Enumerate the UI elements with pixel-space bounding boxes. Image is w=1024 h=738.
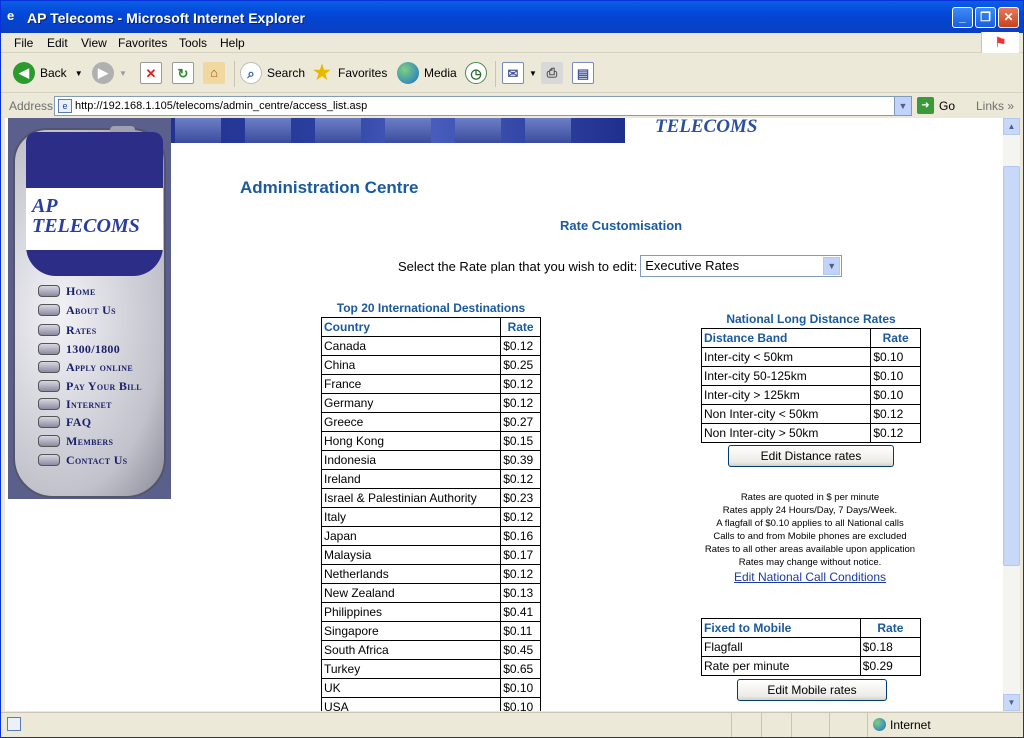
nav-button-icon	[38, 435, 60, 447]
rate-plan-value: Executive Rates	[645, 258, 740, 273]
forward-dropdown-icon: ▼	[119, 68, 127, 78]
nav-members[interactable]	[38, 433, 168, 449]
table-row	[322, 508, 541, 527]
toolbar-separator	[234, 61, 235, 87]
table-cell-rate: $0.10	[501, 679, 541, 698]
nav-label: Home	[66, 283, 96, 298]
table-cell-label: Turkey	[322, 660, 501, 679]
mail-dropdown-icon: ▼	[529, 68, 537, 78]
home-icon: ⌂	[203, 62, 225, 84]
national-header-rate: Rate	[871, 329, 921, 348]
nav-button-icon	[38, 416, 60, 428]
nav-button-icon	[38, 454, 60, 466]
home-button[interactable]	[203, 60, 230, 86]
address-url: http://192.168.1.105/telecoms/admin_centre/access_list.asp	[75, 100, 368, 112]
favorites-label: Favorites	[338, 66, 388, 80]
table-row	[322, 641, 541, 660]
maximize-button[interactable]: ❐	[975, 7, 996, 28]
nav-label: Pay Your Bill	[66, 378, 142, 393]
nav-about-us[interactable]	[38, 302, 168, 318]
nav-button-icon	[38, 304, 60, 316]
national-rates-table	[701, 328, 921, 443]
table-cell-rate: $0.10	[871, 367, 921, 386]
note-line: Calls to and from Mobile phones are excluded	[713, 531, 907, 542]
table-row	[702, 348, 921, 367]
nav-label: Contact Us	[66, 452, 128, 467]
stop-icon: ✕	[140, 62, 162, 84]
table-cell-label: Hong Kong	[322, 432, 501, 451]
status-divider	[791, 713, 792, 737]
table-row	[322, 584, 541, 603]
table-cell-label: China	[322, 356, 501, 375]
refresh-icon: ↻	[172, 62, 194, 84]
page-subtitle: Rate Customisation	[560, 218, 683, 233]
table-cell-label: Greece	[322, 413, 501, 432]
table-cell-label: Malaysia	[322, 546, 501, 565]
banner-logo: TELECOMS	[655, 118, 758, 137]
address-dropdown-icon[interactable]: ▼	[894, 97, 911, 115]
table-cell-rate: $0.11	[501, 622, 541, 641]
table-row	[702, 657, 921, 676]
nav-home[interactable]	[38, 283, 168, 299]
table-row	[322, 698, 541, 712]
print-button[interactable]	[541, 60, 568, 86]
forward-button[interactable]	[92, 60, 127, 86]
nav-1300-1800[interactable]	[38, 341, 168, 357]
table-cell-rate: $0.12	[501, 394, 541, 413]
links-toolbar[interactable]: Links »	[976, 99, 1015, 113]
note-line: Rates are quoted in $ per minute	[740, 492, 880, 503]
status-divider	[829, 713, 830, 737]
search-icon: ⌕	[240, 62, 262, 84]
nav-label: Members	[66, 433, 114, 448]
minimize-button[interactable]: _	[952, 7, 973, 28]
nav-contact-us[interactable]	[38, 452, 168, 468]
table-cell-label: Inter-city > 125km	[702, 386, 871, 405]
nav-apply-online[interactable]	[38, 359, 168, 375]
zone-label: Internet	[890, 718, 931, 732]
nav-pay-your-bill[interactable]	[38, 378, 168, 394]
intl-table-caption: Top 20 International Destinations	[336, 301, 526, 315]
internet-globe-icon	[873, 718, 886, 731]
nav-label: FAQ	[66, 414, 92, 429]
edit-page-icon: ▤	[572, 62, 594, 84]
history-icon: ◷	[465, 62, 487, 84]
rate-plan-label: Select the Rate plan that you wish to edit:	[398, 258, 638, 274]
rate-plan-row	[398, 255, 842, 277]
address-bar	[1, 94, 1023, 117]
table-cell-label: Indonesia	[322, 451, 501, 470]
security-zone	[867, 713, 1007, 737]
back-dropdown-icon[interactable]: ▼	[74, 68, 83, 78]
rate-notes	[685, 491, 935, 585]
go-button[interactable]	[917, 97, 955, 114]
table-cell-rate: $0.12	[871, 424, 921, 443]
nav-button-icon	[38, 343, 60, 355]
table-row	[702, 386, 921, 405]
table-cell-rate: $0.12	[501, 375, 541, 394]
banner-image	[115, 118, 625, 143]
table-row	[322, 337, 541, 356]
nav-internet[interactable]	[38, 396, 168, 412]
table-row	[322, 546, 541, 565]
table-cell-rate: $0.15	[501, 432, 541, 451]
scroll-up-icon[interactable]: ▲	[1003, 118, 1020, 135]
table-cell-label: Inter-city < 50km	[702, 348, 871, 367]
media-button[interactable]	[397, 60, 457, 86]
ie-icon: e	[7, 8, 15, 23]
page-title: Administration Centre	[240, 178, 419, 197]
table-cell-label: Singapore	[322, 622, 501, 641]
vertical-scrollbar[interactable]	[1003, 118, 1020, 711]
table-cell-rate: $0.18	[860, 638, 920, 657]
phone-screen	[26, 132, 163, 276]
table-cell-label: Non Inter-city < 50km	[702, 405, 871, 424]
table-cell-label: Israel & Palestinian Authority	[322, 489, 501, 508]
note-line: Rates to all other areas available upon application	[704, 544, 916, 555]
refresh-button[interactable]	[172, 60, 199, 86]
table-cell-rate: $0.25	[501, 356, 541, 375]
table-cell-label: Inter-city 50-125km	[702, 367, 871, 386]
table-cell-rate: $0.29	[860, 657, 920, 676]
menu-tools[interactable]: Tools	[179, 36, 208, 50]
table-row	[322, 565, 541, 584]
table-cell-label: France	[322, 375, 501, 394]
title-bar[interactable]	[1, 1, 1023, 33]
status-divider	[761, 713, 762, 737]
mobile-header: Fixed to Mobile	[702, 619, 861, 638]
table-cell-rate: $0.27	[501, 413, 541, 432]
table-cell-label: Netherlands	[322, 565, 501, 584]
nav-button-icon	[38, 285, 60, 297]
note-line: Rates may change without notice.	[738, 557, 882, 568]
table-cell-label: New Zealand	[322, 584, 501, 603]
table-cell-label: Germany	[322, 394, 501, 413]
status-bar	[1, 712, 1023, 737]
nav-button-icon	[38, 324, 60, 336]
table-cell-rate: $0.12	[501, 337, 541, 356]
phone-sidebar	[8, 118, 171, 499]
table-row	[322, 660, 541, 679]
menu-bar	[1, 33, 1023, 53]
table-cell-rate: $0.10	[501, 698, 541, 712]
table-cell-label: Rate per minute	[702, 657, 861, 676]
search-label: Search	[267, 66, 306, 80]
table-cell-rate: $0.39	[501, 451, 541, 470]
nav-button-icon	[38, 361, 60, 373]
forward-arrow-icon: ▶	[92, 62, 114, 84]
table-cell-label: South Africa	[322, 641, 501, 660]
intl-header-country: Country	[322, 318, 501, 337]
go-arrow-icon: ➜	[917, 97, 934, 114]
nav-label: Apply online	[66, 359, 133, 374]
mobile-rates-table	[701, 618, 921, 676]
menu-file[interactable]: File	[14, 36, 34, 50]
intl-header-rate: Rate	[501, 318, 541, 337]
back-label: Back	[40, 66, 67, 80]
menu-help[interactable]: Help	[220, 36, 245, 50]
note-line: A flagfall of $0.10 applies to all National calls	[716, 518, 904, 529]
table-cell-rate: $0.12	[501, 508, 541, 527]
history-button[interactable]	[465, 60, 492, 86]
note-line: Rates apply 24 Hours/Day, 7 Days/Week.	[722, 505, 898, 516]
table-row	[322, 432, 541, 451]
page-viewport	[5, 118, 1003, 711]
table-cell-rate: $0.13	[501, 584, 541, 603]
scrollbar-thumb[interactable]	[1003, 166, 1020, 566]
table-cell-label: USA	[322, 698, 501, 712]
table-cell-label: Non Inter-city > 50km	[702, 424, 871, 443]
table-cell-rate: $0.10	[871, 386, 921, 405]
chevron-down-icon[interactable]: ▼	[823, 257, 840, 275]
links-label: Links	[976, 99, 1005, 113]
table-row	[322, 451, 541, 470]
nav-label: About Us	[66, 302, 116, 317]
media-label: Media	[424, 66, 457, 80]
table-cell-rate: $0.10	[871, 348, 921, 367]
table-cell-label: UK	[322, 679, 501, 698]
table-row	[702, 367, 921, 386]
nav-faq[interactable]	[38, 414, 168, 430]
nav-label: 1300/1800	[66, 341, 121, 356]
media-globe-icon	[397, 62, 419, 84]
address-input[interactable]	[54, 96, 912, 116]
nav-rates[interactable]	[38, 322, 168, 338]
stop-button[interactable]	[140, 60, 167, 86]
intl-rates-table	[321, 317, 541, 711]
close-button[interactable]: ✕	[998, 7, 1019, 28]
edit-national-call-conditions-link[interactable]: Edit National Call Conditions	[733, 570, 887, 584]
national-table-caption: National Long Distance Rates	[726, 312, 896, 326]
table-row	[322, 470, 541, 489]
table-row	[322, 413, 541, 432]
table-cell-rate: $0.16	[501, 527, 541, 546]
table-cell-rate: $0.12	[871, 405, 921, 424]
table-row	[322, 489, 541, 508]
table-cell-label: Flagfall	[702, 638, 861, 657]
toolbar-separator	[495, 61, 496, 87]
menu-edit[interactable]: Edit	[47, 36, 68, 50]
edit-button[interactable]	[572, 60, 599, 86]
printer-icon: ⎙	[541, 62, 563, 84]
status-page-icon	[7, 717, 21, 731]
mail-button[interactable]	[502, 60, 537, 86]
windows-logo-icon: ⚑	[981, 32, 1019, 53]
table-row	[322, 394, 541, 413]
table-cell-label: Philippines	[322, 603, 501, 622]
table-cell-rate: $0.12	[501, 565, 541, 584]
table-cell-rate: $0.23	[501, 489, 541, 508]
table-row	[322, 375, 541, 394]
table-cell-label: Italy	[322, 508, 501, 527]
table-cell-rate: $0.65	[501, 660, 541, 679]
rate-plan-select[interactable]	[640, 255, 842, 277]
page-icon: e	[58, 99, 72, 113]
table-cell-rate: $0.41	[501, 603, 541, 622]
search-button[interactable]	[240, 60, 305, 86]
back-button[interactable]	[13, 60, 83, 86]
toolbar	[1, 53, 1023, 93]
table-row	[702, 405, 921, 424]
favorites-button[interactable]	[311, 60, 387, 86]
table-cell-label: Ireland	[322, 470, 501, 489]
table-cell-rate: $0.45	[501, 641, 541, 660]
table-row	[702, 424, 921, 443]
table-cell-rate: $0.17	[501, 546, 541, 565]
menu-favorites[interactable]: Favorites	[118, 36, 168, 50]
nav-label: Internet	[66, 396, 112, 411]
nav-label: Rates	[66, 322, 97, 337]
nav-button-icon	[38, 398, 60, 410]
table-row	[322, 356, 541, 375]
edit-mobile-rates-button[interactable]: Edit Mobile rates	[737, 679, 887, 701]
mail-icon: ✉	[502, 62, 524, 84]
table-row	[702, 638, 921, 657]
window-title: AP Telecoms - Microsoft Internet Explorer	[27, 10, 305, 26]
star-icon: ★	[313, 62, 331, 84]
phone-brand-logo: AP TELECOMS	[32, 195, 140, 237]
table-cell-label: Canada	[322, 337, 501, 356]
nav-button-icon	[38, 380, 60, 392]
mobile-header-rate: Rate	[860, 619, 920, 638]
menu-view[interactable]: View	[81, 36, 107, 50]
table-cell-label: Japan	[322, 527, 501, 546]
scroll-down-icon[interactable]: ▼	[1003, 694, 1020, 711]
back-arrow-icon: ◀	[13, 62, 35, 84]
table-row	[322, 527, 541, 546]
edit-distance-rates-button[interactable]: Edit Distance rates	[728, 445, 894, 467]
table-row	[322, 622, 541, 641]
table-row	[322, 679, 541, 698]
table-row	[322, 603, 541, 622]
go-label: Go	[939, 98, 956, 113]
address-label: Address	[9, 99, 54, 113]
table-cell-rate: $0.12	[501, 470, 541, 489]
national-header-band: Distance Band	[702, 329, 871, 348]
status-divider	[731, 713, 732, 737]
